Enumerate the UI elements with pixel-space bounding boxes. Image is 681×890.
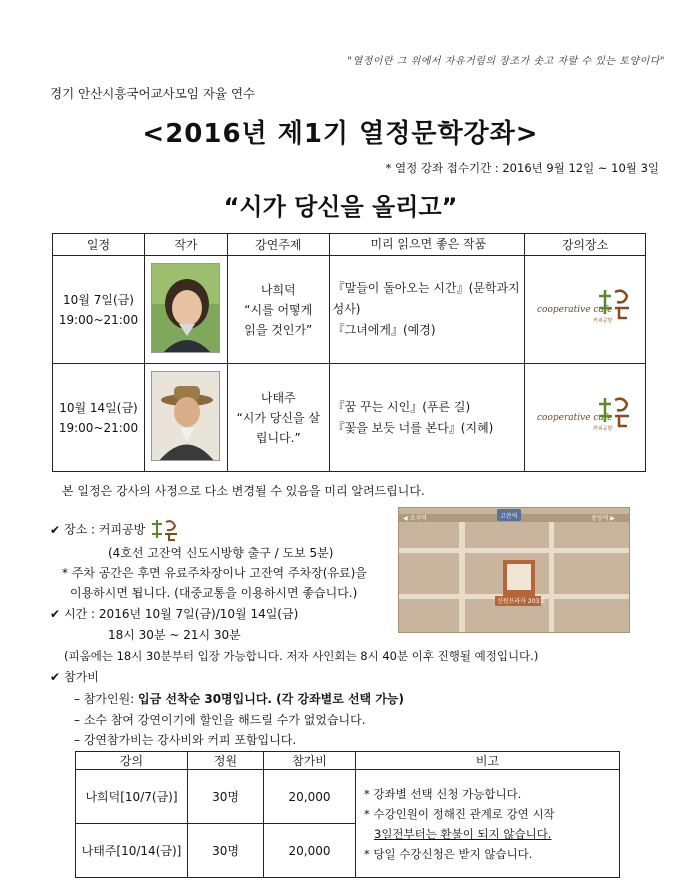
schedule-notice: 본 일정은 강사의 사정으로 다소 변경될 수 있음을 미리 알려드립니다. (62, 484, 425, 498)
topic-cell (227, 256, 329, 364)
entry-note: (피움에는 18시 30분부터 입장 가능합니다. 저자 사인회는 8시 40분 이후 진행될 예정입니다.) (64, 649, 539, 663)
author-name: 나희덕 (260, 282, 296, 297)
fee-lecture: 나희덕[10/7(금)] (76, 770, 188, 824)
works-cell (329, 256, 524, 364)
topic-text: 읽을 것인가” (244, 322, 313, 337)
schedule-date-cell (53, 256, 145, 364)
cafe-logo-text: cooperative cafe (537, 413, 613, 423)
organization-label: 경기 안산시흥국어교사모임 자율 연수 (50, 86, 256, 101)
fee-label: 참가비 (64, 670, 99, 684)
checkmark-icon: ✔ (50, 670, 61, 684)
recommended-work: 성사) (332, 302, 361, 316)
table-row (53, 256, 646, 364)
fee-bullet (74, 690, 404, 707)
place-detail: (4호선 고잔역 신도시방향 출구 / 도보 5분) (108, 546, 334, 560)
fee-header-row (76, 752, 620, 770)
author-name: 나태주 (260, 390, 296, 405)
fee-price: 20,000 (264, 770, 356, 824)
fee-bullet-bold: 입금 선착순 30명입니다. (각 강좌별로 선택 가능) (138, 692, 404, 706)
header-author: 작가 (144, 234, 227, 256)
schedule-date-cell (53, 364, 145, 472)
map-station: 고잔역 (500, 513, 518, 520)
topic-text: “시가 당신을 살 (236, 410, 320, 425)
fee-lecture: 나태주[10/14(금)] (76, 824, 188, 878)
page-title: <2016년 제1기 열정문학강좌> (142, 119, 539, 149)
header-capacity: 정원 (188, 752, 264, 770)
parking-note: * 주차 공간은 후면 유료주차장이나 고잔역 주차장(유료)을 (62, 566, 367, 580)
cafe-logo (535, 386, 635, 446)
remark-text: * 당일 수강신청은 받지 않습니다. (364, 846, 533, 861)
fee-table (75, 751, 620, 878)
author-photo-1 (151, 263, 220, 353)
fee-remarks (356, 770, 620, 878)
author-photo-2 (151, 371, 220, 461)
remark-text: * 강좌별 선택 신청 가능합니다. (364, 786, 522, 801)
map-label-right: 중앙역 ▶ (591, 515, 615, 522)
fee-bullet-text: – 참가인원: (74, 692, 139, 706)
lecture-time: 19:00~21:00 (58, 312, 139, 327)
registration-period: * 열정 강좌 접수기간 : 2016년 9월 12일 ~ 10월 3일 (385, 161, 659, 175)
recommended-work: 『말들이 돌아오는 시간』(문학과지 (332, 281, 520, 295)
author-photo-cell (144, 364, 227, 472)
header-venue: 강의장소 (525, 234, 646, 256)
cafe-logo-text: cooperative cafe (537, 305, 613, 315)
table-row (76, 770, 620, 824)
header-works: 미리 읽으면 좋은 작품 (329, 234, 524, 256)
table-row (53, 364, 646, 472)
header-topic: 강연주제 (227, 234, 329, 256)
schedule-header-row (53, 234, 646, 256)
recommended-work: 『꿈 꾸는 시인』(푸른 길) (332, 399, 471, 414)
header-price: 참가비 (264, 752, 356, 770)
fee-bullet: – 강연참가비는 강사비와 커피 포함입니다. (74, 733, 297, 747)
works-cell (329, 364, 524, 472)
topic-text: 립니다.” (255, 430, 301, 445)
fee-bullet: – 소수 참여 강연이기에 할인을 해드릴 수가 없었습니다. (74, 713, 366, 727)
remark-text: * 수강인원이 정해진 관계로 강연 시작 (364, 806, 555, 821)
remark-text-wrap (364, 824, 619, 844)
place-line (50, 518, 179, 542)
fee-capacity: 30명 (188, 770, 264, 824)
location-map (398, 507, 630, 633)
time-label: 시간 : 2016년 10월 7일(금)/10월 14일(금) (64, 607, 299, 621)
cafe-mini-logo (149, 518, 179, 542)
header-remarks: 비고 (356, 752, 620, 770)
map-label-left: ◀ 조지역 (403, 515, 427, 522)
author-photo-cell (144, 256, 227, 364)
remark-text: 3일전부터는 환불이 되지 않습니다. (374, 826, 552, 841)
cafe-logo-sub: 커피공방 (593, 426, 613, 432)
fee-line (50, 668, 99, 685)
map-building: 신원프라자 203호 (497, 598, 546, 605)
time-line (50, 605, 298, 622)
venue-cell (525, 364, 646, 472)
cafe-logo-sub: 커피공방 (593, 318, 613, 324)
header-date: 일정 (53, 234, 145, 256)
lecture-date: 10월 7일(금) (63, 292, 134, 307)
lecture-date: 10월 14일(금) (59, 400, 138, 415)
lecture-time: 19:00~21:00 (58, 420, 139, 435)
parking-note: 이용하시면 됩니다. (대중교통을 이용하시면 좋습니다.) (70, 586, 358, 600)
checkmark-icon: ✔ (50, 607, 61, 621)
fee-capacity: 30명 (188, 824, 264, 878)
recommended-work: 『꽃을 보듯 너를 본다』(지혜) (332, 420, 494, 435)
cafe-logo (535, 278, 635, 338)
motto-quote: "열정이란 그 위에서 자유거림의 장조가 솟고 자랄 수 있는 토양이다" (347, 56, 665, 67)
topic-cell (227, 364, 329, 472)
schedule-table (52, 233, 646, 472)
recommended-work: 『그녀에게』(예경) (332, 323, 436, 337)
time-hours: 18시 30분 ~ 21시 30분 (108, 628, 241, 642)
header-lecture: 강의 (76, 752, 188, 770)
fee-price: 20,000 (264, 824, 356, 878)
topic-text: “시를 어떻게 (244, 302, 313, 317)
place-label: 장소 : 커피공방 (64, 522, 146, 537)
venue-cell (525, 256, 646, 364)
checkmark-icon: ✔ (50, 522, 61, 537)
page-subtitle: “시가 당신을 올리고” (223, 193, 458, 221)
